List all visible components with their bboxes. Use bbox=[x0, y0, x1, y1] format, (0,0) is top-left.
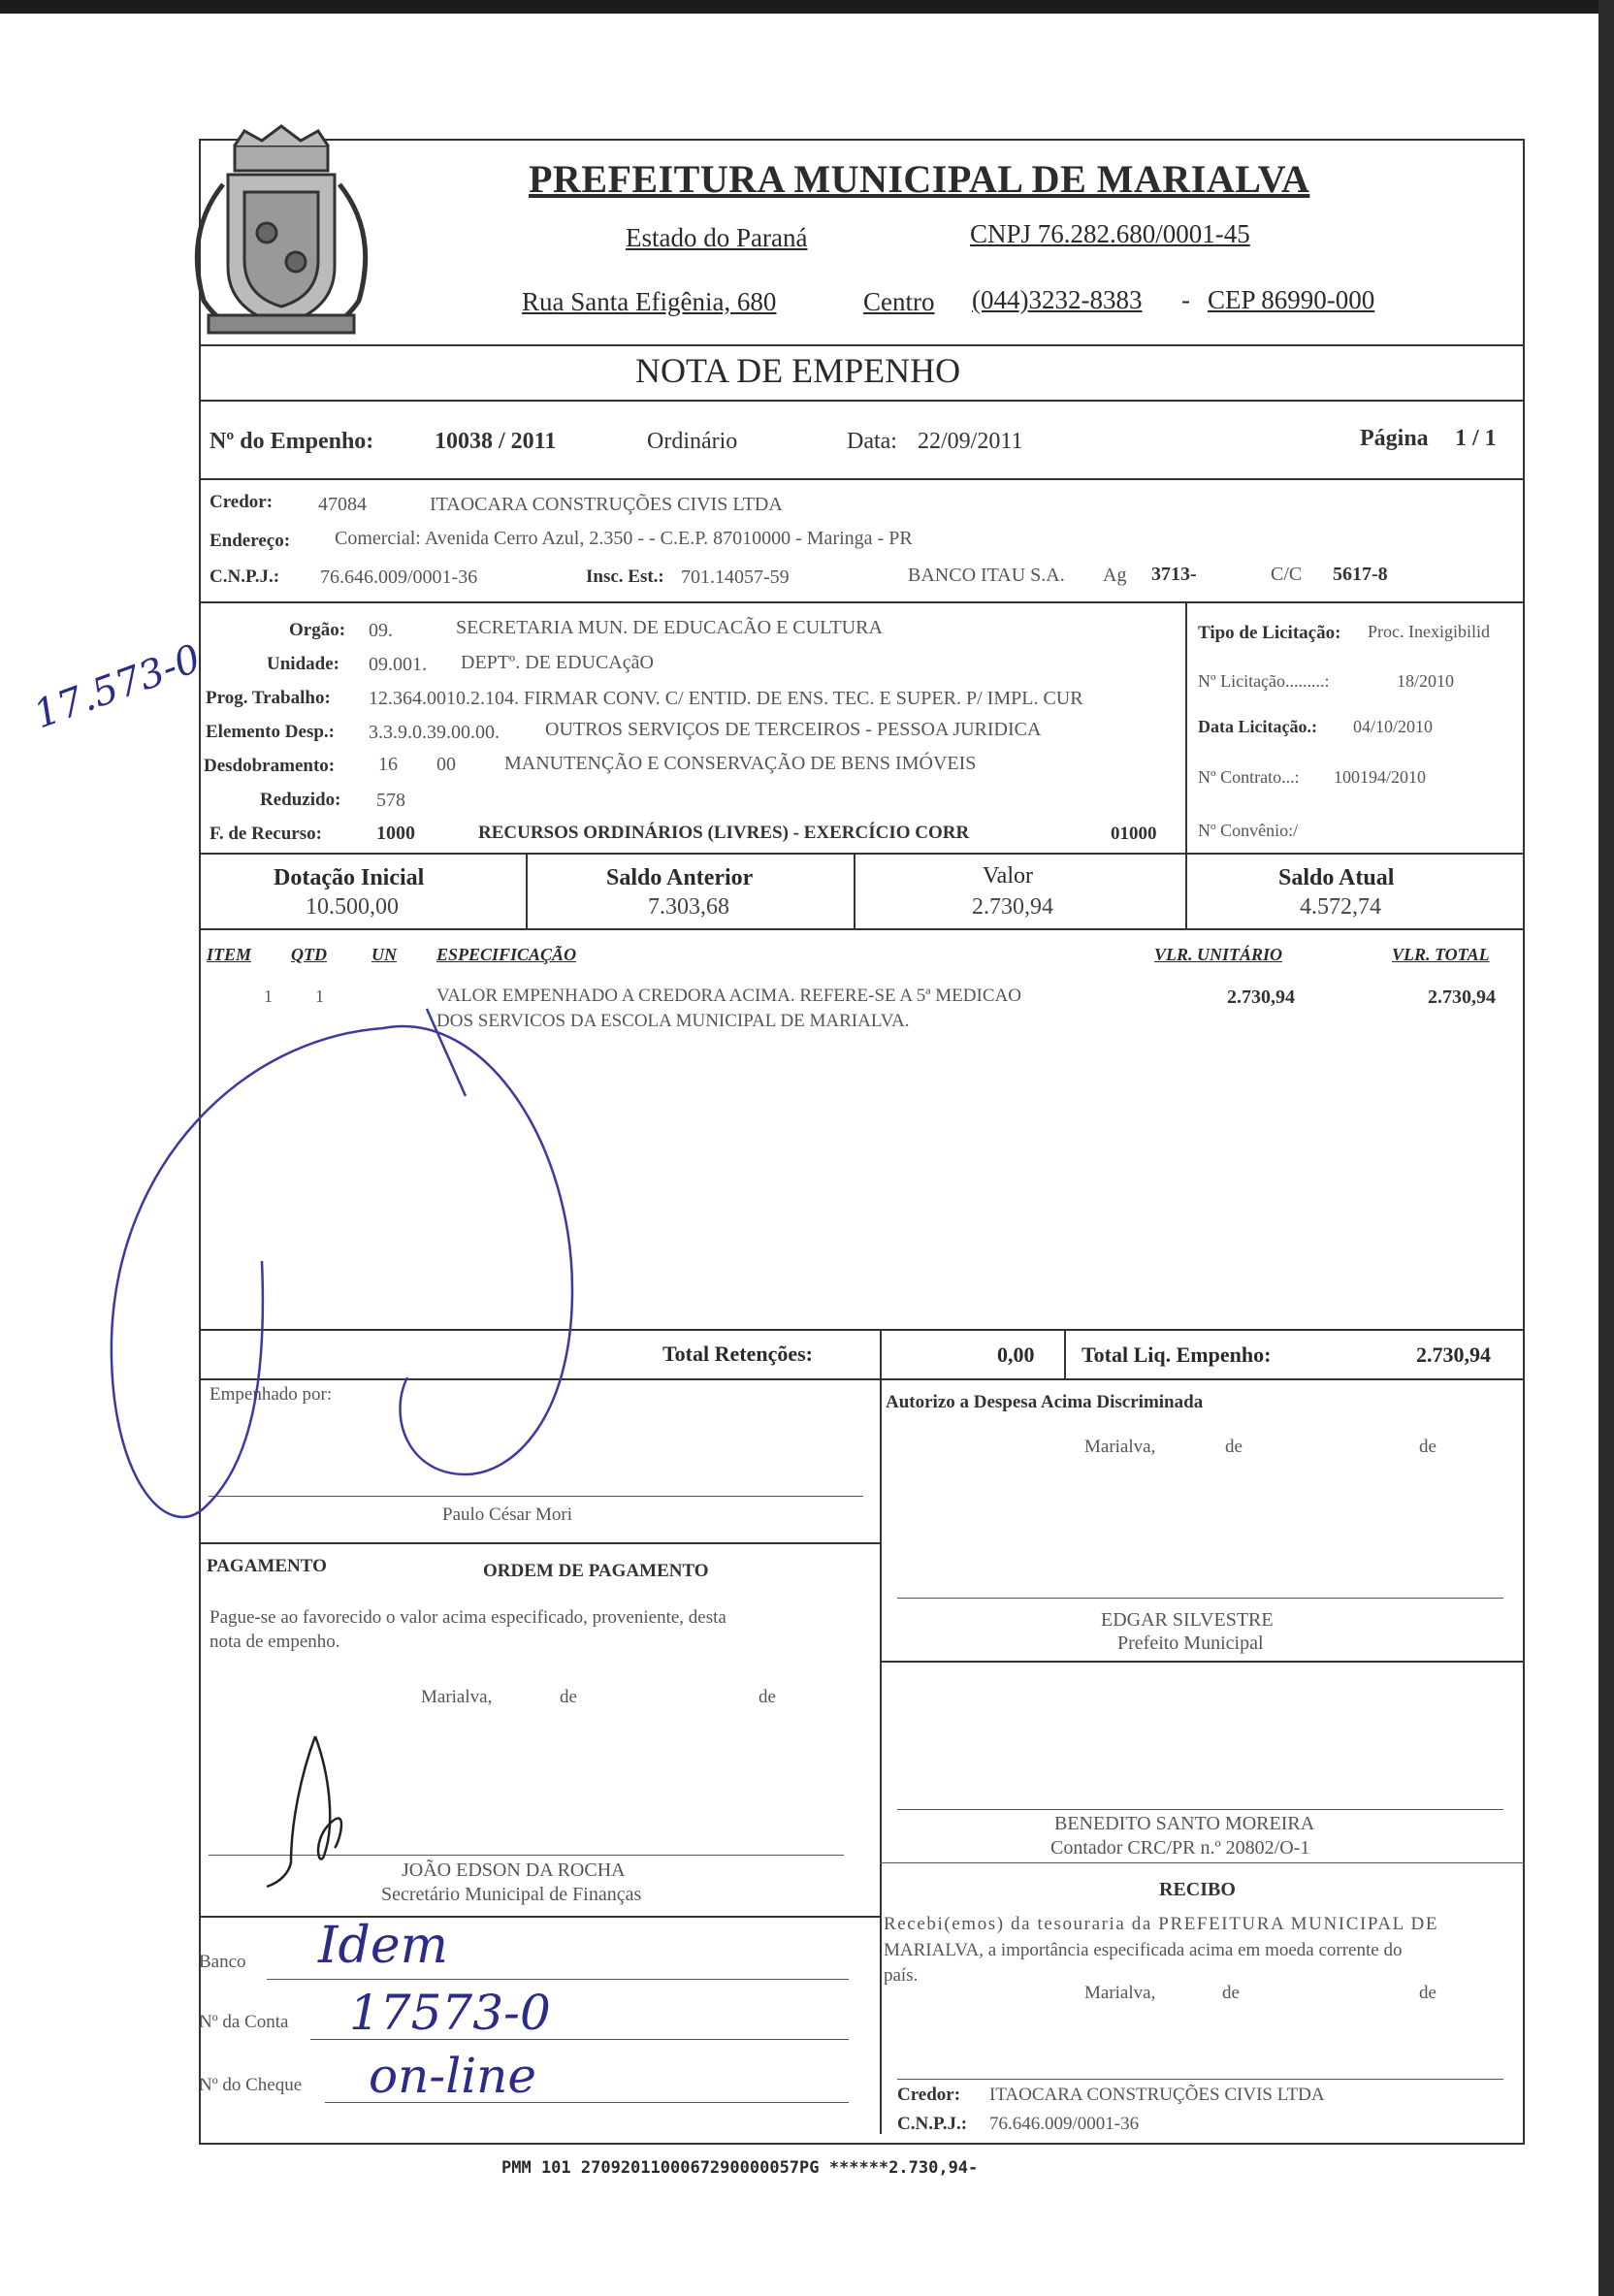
tipo-licitacao-value: Proc. Inexigibilid bbox=[1368, 622, 1490, 641]
retencoes-label: Total Retenções: bbox=[662, 1342, 813, 1366]
licitacao-data-label: Data Licitação.: bbox=[1198, 717, 1317, 736]
cc-label: C/C bbox=[1271, 564, 1303, 585]
col-qtd: QTD bbox=[291, 945, 327, 964]
recurso-code: 1000 bbox=[376, 823, 415, 844]
credor-name: ITAOCARA CONSTRUÇÕES CIVIS LTDA bbox=[430, 494, 783, 515]
recibo-place: Marialva, bbox=[1084, 1983, 1156, 2003]
empenhado-name: Paulo César Mori bbox=[442, 1504, 573, 1525]
divider bbox=[199, 344, 1525, 346]
prog-value: 12.364.0010.2.104. FIRMAR CONV. C/ ENTID. DE ENS. TEC. E SUPER. P/ IMPL. CUR bbox=[369, 688, 1083, 709]
insc-label: Insc. Est.: bbox=[586, 566, 664, 587]
credor-cnpj: 76.646.009/0001-36 bbox=[320, 566, 478, 588]
tipo-licitacao-label: Tipo de Licitação: bbox=[1198, 623, 1341, 643]
address-label: Endereço: bbox=[210, 531, 291, 551]
divider bbox=[526, 853, 528, 928]
licitacao-num-label: Nº Licitação.........: bbox=[1198, 671, 1330, 691]
autorizo-label: Autorizo a Despesa Acima Discriminada bbox=[886, 1392, 1204, 1412]
saldo-anterior-label: Saldo Anterior bbox=[606, 865, 754, 890]
desdob-sub: 00 bbox=[436, 754, 456, 775]
conta-label: Nº da Conta bbox=[199, 2012, 289, 2032]
contrato-label: Nº Contrato...: bbox=[1198, 767, 1300, 787]
margin-note: 17.573-0 bbox=[27, 635, 207, 738]
field-line bbox=[267, 1979, 849, 1980]
row-spec-line1: VALOR EMPENHADO A CREDORA ACIMA. REFERE-SE A 5ª MEDICAO bbox=[436, 986, 1021, 1006]
divider bbox=[1185, 601, 1187, 854]
divider bbox=[199, 601, 1525, 603]
pagamento-de1: de bbox=[560, 1687, 577, 1707]
reduzido-label: Reduzido: bbox=[260, 790, 341, 810]
page-number: 1 / 1 bbox=[1455, 426, 1497, 451]
pagamento-de2: de bbox=[759, 1687, 776, 1707]
scan-border-right bbox=[1598, 0, 1614, 2296]
page-label: Página bbox=[1360, 426, 1429, 451]
divider bbox=[199, 1916, 880, 1918]
elemento-code: 3.3.9.0.39.00.00. bbox=[369, 722, 500, 743]
col-un: UN bbox=[371, 945, 397, 964]
ag-label: Ag bbox=[1103, 565, 1127, 586]
saldo-anterior-value: 7.303,68 bbox=[648, 894, 729, 920]
credor-label: Credor: bbox=[210, 492, 274, 512]
elemento-label: Elemento Desp.: bbox=[206, 722, 335, 742]
col-vlr-unitario: VLR. UNITÁRIO bbox=[1154, 945, 1283, 964]
row-item: 1 bbox=[264, 986, 273, 1006]
orgao-label: Orgão: bbox=[289, 620, 346, 640]
autorizo-de2: de bbox=[1419, 1437, 1436, 1457]
recurso-label: F. de Recurso: bbox=[210, 824, 322, 844]
credor-address: Comercial: Avenida Cerro Azul, 2.350 - - C.E.P. 87010000 - Maringa - PR bbox=[335, 528, 913, 549]
scan-border-top bbox=[0, 0, 1614, 14]
autorizo-place: Marialva, bbox=[1084, 1437, 1156, 1457]
elemento-name: OUTROS SERVIÇOS DE TERCEIROS - PESSOA JURIDICA bbox=[545, 719, 1042, 740]
divider bbox=[199, 1542, 880, 1544]
banco-handwritten: Idem bbox=[318, 1917, 448, 1975]
conta-handwritten: 17573-0 bbox=[349, 1985, 551, 2041]
desdob-label: Desdobramento: bbox=[204, 756, 336, 776]
recibo-text2: MARIALVA, a importância especificada acima em moeda corrente do bbox=[884, 1940, 1403, 1960]
recibo-credor-name: ITAOCARA CONSTRUÇÕES CIVIS LTDA bbox=[989, 2085, 1325, 2105]
recibo-de2: de bbox=[1419, 1983, 1436, 2003]
cnpj-label: C.N.P.J.: bbox=[210, 566, 280, 587]
total-liq-label: Total Liq. Empenho: bbox=[1081, 1342, 1272, 1367]
unidade-label: Unidade: bbox=[267, 654, 339, 674]
contador-name: BENEDITO SANTO MOREIRA bbox=[1054, 1813, 1315, 1834]
desdob-code: 16 bbox=[378, 754, 398, 775]
signature-line bbox=[897, 1809, 1503, 1810]
autorizo-de1: de bbox=[1225, 1437, 1243, 1457]
empenho-label: Nº do Empenho: bbox=[210, 429, 374, 454]
desdob-name: MANUTENÇÃO E CONSERVAÇÃO DE BENS IMÓVEIS bbox=[504, 753, 977, 774]
divider bbox=[199, 400, 1525, 402]
unidade-code: 09.001. bbox=[369, 654, 427, 675]
divider bbox=[199, 853, 1525, 855]
dotacao-label: Dotação Inicial bbox=[274, 865, 425, 890]
ordem-pagamento-label: ORDEM DE PAGAMENTO bbox=[483, 1561, 709, 1581]
contador-role: Contador CRC/PR n.º 20802/O-1 bbox=[1050, 1837, 1310, 1859]
divider bbox=[1185, 853, 1187, 928]
recibo-text1: Recebi(emos) da tesouraria da PREFEITURA MUNICIPAL DE bbox=[884, 1914, 1439, 1934]
licitacao-data: 04/10/2010 bbox=[1353, 717, 1434, 736]
signature-line bbox=[897, 1598, 1503, 1599]
recibo-title: RECIBO bbox=[1159, 1879, 1236, 1900]
orgao-name: SECRETARIA MUN. DE EDUCACÃO E CULTURA bbox=[456, 617, 883, 638]
cep: CEP 86990-000 bbox=[1208, 285, 1375, 314]
footer-code: PMM 101 2709201100067290000057PG ******2.730,94- bbox=[501, 2158, 979, 2178]
signature-line bbox=[897, 2079, 1503, 2080]
divider bbox=[199, 1378, 1525, 1380]
ag-value: 3713- bbox=[1151, 564, 1197, 585]
recibo-cnpj-label: C.N.P.J.: bbox=[897, 2114, 968, 2134]
recibo-credor-label: Credor: bbox=[897, 2085, 961, 2105]
recurso-number: 01000 bbox=[1111, 824, 1157, 844]
empenho-type: Ordinário bbox=[647, 429, 738, 454]
credor-code: 47084 bbox=[318, 494, 367, 515]
recurso-name: RECURSOS ORDINÁRIOS (LIVRES) - EXERCÍCIO CORR bbox=[478, 823, 970, 843]
cheque-handwritten: on-line bbox=[369, 2048, 536, 2104]
address-district: Centro bbox=[863, 287, 935, 316]
empenho-number: 10038 / 2011 bbox=[435, 429, 557, 454]
signature-line bbox=[209, 1855, 844, 1856]
saldo-atual-value: 4.572,74 bbox=[1300, 894, 1381, 920]
banco-label: Banco bbox=[199, 1952, 246, 1972]
date-label: Data: bbox=[847, 429, 897, 454]
dotacao-value: 10.500,00 bbox=[306, 894, 399, 920]
row-qtd: 1 bbox=[315, 986, 324, 1006]
signature-line bbox=[209, 1496, 863, 1497]
doc-title: NOTA DE EMPENHO bbox=[635, 351, 961, 390]
pagamento-place: Marialva, bbox=[421, 1687, 493, 1707]
recibo-cnpj: 76.646.009/0001-36 bbox=[989, 2114, 1140, 2134]
recibo-text3: país. bbox=[884, 1965, 919, 1986]
recibo-de1: de bbox=[1222, 1983, 1240, 2003]
divider bbox=[199, 478, 1525, 480]
total-liq-value: 2.730,94 bbox=[1416, 1342, 1491, 1367]
empenhado-label: Empenhado por: bbox=[210, 1384, 333, 1405]
pagamento-text2: nota de empenho. bbox=[210, 1632, 340, 1652]
col-vlr-total: VLR. TOTAL bbox=[1392, 945, 1490, 964]
unidade-name: DEPTº. DE EDUCAçãO bbox=[461, 652, 654, 673]
retencoes-value: 0,00 bbox=[997, 1342, 1035, 1367]
cheque-label: Nº do Cheque bbox=[199, 2075, 303, 2095]
cc-value: 5617-8 bbox=[1333, 564, 1388, 585]
secretario-name: JOÃO EDSON DA ROCHA bbox=[402, 1859, 626, 1881]
header-separator: - bbox=[1181, 285, 1190, 314]
credor-insc: 701.14057-59 bbox=[681, 566, 790, 588]
row-total-value: 2.730,94 bbox=[1428, 986, 1496, 1008]
divider bbox=[880, 1329, 882, 2134]
empenho-date: 22/09/2011 bbox=[918, 429, 1023, 454]
page-title: PREFEITURA MUNICIPAL DE MARIALVA bbox=[529, 157, 1310, 201]
valor-value: 2.730,94 bbox=[972, 894, 1053, 920]
saldo-atual-label: Saldo Atual bbox=[1278, 865, 1395, 890]
contrato-value: 100194/2010 bbox=[1334, 767, 1427, 787]
pagamento-text1: Pague-se ao favorecido o valor acima especificado, proveniente, desta bbox=[210, 1607, 726, 1628]
col-especificacao: ESPECIFICAÇÃO bbox=[436, 945, 577, 964]
row-unit-value: 2.730,94 bbox=[1227, 986, 1295, 1008]
convenio-label: Nº Convênio:/ bbox=[1198, 821, 1299, 840]
divider bbox=[880, 1661, 1525, 1663]
state-label: Estado do Paraná bbox=[626, 223, 808, 252]
phone: (044)3232-8383 bbox=[972, 285, 1143, 314]
prefeito-name: EDGAR SILVESTRE bbox=[1101, 1609, 1274, 1631]
cnpj-header: CNPJ 76.282.680/0001-45 bbox=[970, 219, 1250, 248]
divider bbox=[880, 1862, 1525, 1863]
reduzido-value: 578 bbox=[376, 790, 405, 811]
divider bbox=[1064, 1329, 1066, 1379]
licitacao-num: 18/2010 bbox=[1397, 671, 1455, 691]
divider bbox=[199, 1329, 1525, 1331]
valor-label: Valor bbox=[983, 863, 1033, 889]
divider bbox=[199, 928, 1525, 930]
orgao-code: 09. bbox=[369, 620, 393, 641]
prefeito-role: Prefeito Municipal bbox=[1117, 1633, 1264, 1654]
credor-bank: BANCO ITAU S.A. bbox=[908, 565, 1065, 586]
divider bbox=[854, 853, 855, 928]
col-item: ITEM bbox=[207, 945, 252, 964]
pagamento-label: PAGAMENTO bbox=[207, 1556, 327, 1576]
secretario-role: Secretário Municipal de Finanças bbox=[381, 1884, 642, 1905]
address-street: Rua Santa Efigênia, 680 bbox=[522, 287, 777, 316]
prog-label: Prog. Trabalho: bbox=[206, 688, 331, 708]
row-spec-line2: DOS SERVICOS DA ESCOLA MUNICIPAL DE MARIALVA. bbox=[436, 1011, 910, 1031]
